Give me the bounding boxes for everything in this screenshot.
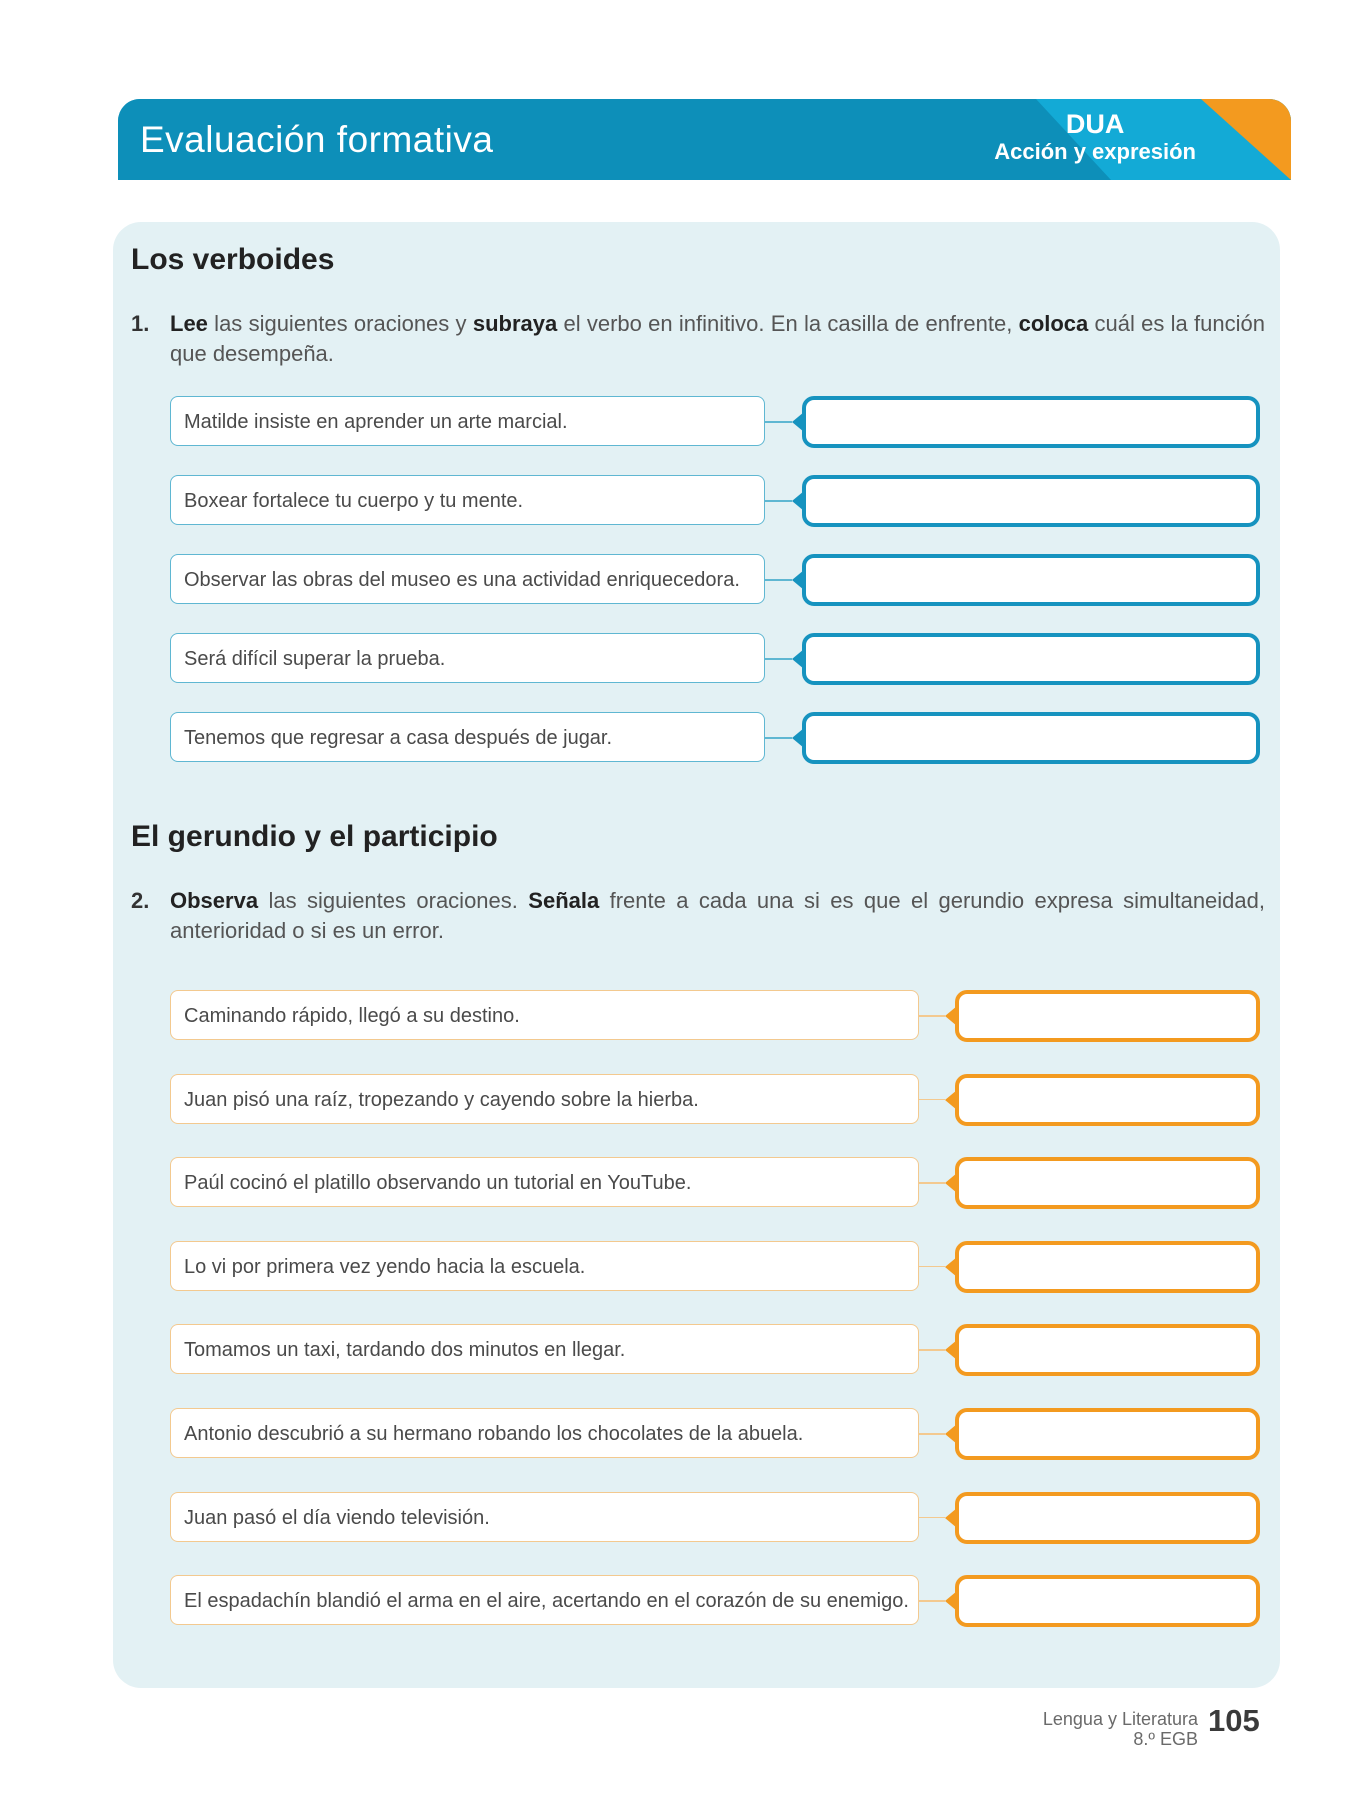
footer-book-info bbox=[1043, 1709, 1198, 1749]
sentence-box: El espadachín blandió el arma en el aire, acertando en el corazón de su enemigo. bbox=[170, 1575, 919, 1625]
instruction-run: el verbo en infinitivo. En la casilla de enfrente, bbox=[557, 311, 1019, 336]
sentence-box: Boxear fortalece tu cuerpo y tu mente. bbox=[170, 475, 765, 525]
exercise-row bbox=[170, 396, 1260, 448]
answer-box[interactable] bbox=[955, 1074, 1260, 1126]
connector-line bbox=[919, 1433, 945, 1435]
page-number: 105 bbox=[1208, 1703, 1260, 1738]
answer-box[interactable] bbox=[802, 712, 1260, 764]
sentence-box: Matilde insiste en aprender un arte marcial. bbox=[170, 396, 765, 446]
sentence-box: Lo vi por primera vez yendo hacia la escuela. bbox=[170, 1241, 919, 1291]
instruction-1 bbox=[131, 309, 1265, 369]
connector-line bbox=[919, 1266, 945, 1268]
answer-box[interactable] bbox=[802, 396, 1260, 448]
sentence-box: Observar las obras del museo es una actividad enriquecedora. bbox=[170, 554, 765, 604]
sentence-box: Tenemos que regresar a casa después de jugar. bbox=[170, 712, 765, 762]
exercise-row bbox=[170, 1324, 1260, 1376]
exercise-row bbox=[170, 1575, 1260, 1627]
instruction-keyword: Observa bbox=[170, 888, 259, 913]
connector-line bbox=[765, 737, 792, 739]
connector-line bbox=[919, 1015, 945, 1017]
sentence-box: Antonio descubrió a su hermano robando los chocolates de la abuela. bbox=[170, 1408, 919, 1458]
sentence-box: Caminando rápido, llegó a su destino. bbox=[170, 990, 919, 1040]
page-title: Evaluación formativa bbox=[140, 119, 494, 160]
answer-box[interactable] bbox=[802, 475, 1260, 527]
connector-line bbox=[765, 658, 792, 660]
answer-box[interactable] bbox=[955, 990, 1260, 1042]
sentence-box: Tomamos un taxi, tardando dos minutos en llegar. bbox=[170, 1324, 919, 1374]
exercise-row bbox=[170, 990, 1260, 1042]
instruction-number: 1. bbox=[131, 311, 150, 336]
sentence-box: Paúl cocinó el platillo observando un tutorial en YouTube. bbox=[170, 1157, 919, 1207]
connector-line bbox=[919, 1182, 945, 1184]
answer-box[interactable] bbox=[955, 1157, 1260, 1209]
dua-label: Acción y expresión bbox=[994, 139, 1196, 164]
instruction-text bbox=[170, 886, 1265, 946]
instruction-run: las siguientes oraciones. bbox=[258, 888, 529, 913]
instruction-keyword: Señala bbox=[528, 888, 600, 913]
exercise-row bbox=[170, 475, 1260, 527]
footer-subject: Lengua y Literatura bbox=[1042, 1709, 1198, 1729]
instruction-keyword: Lee bbox=[170, 311, 208, 336]
connector-line bbox=[919, 1099, 945, 1101]
header-banner bbox=[118, 99, 1291, 180]
instruction-run: frente a cada una si es que el gerundio expresa simultaneidad, anterioridad o si es un error. bbox=[170, 888, 1265, 943]
instruction-number: 2. bbox=[131, 888, 150, 913]
connector-line bbox=[765, 500, 792, 502]
exercise-row bbox=[170, 1157, 1260, 1209]
connector-line bbox=[919, 1517, 945, 1519]
instruction-run: las siguientes oraciones y bbox=[207, 311, 473, 336]
exercise-row bbox=[170, 1492, 1260, 1544]
sentence-box: Será difícil superar la prueba. bbox=[170, 633, 765, 683]
instruction-keyword: coloca bbox=[1018, 311, 1089, 336]
exercise-row bbox=[170, 1241, 1260, 1293]
exercise-row bbox=[170, 1408, 1260, 1460]
answer-box[interactable] bbox=[802, 554, 1260, 606]
sentence-box: Juan pisó una raíz, tropezando y cayendo sobre la hierba. bbox=[170, 1074, 919, 1124]
answer-box[interactable] bbox=[955, 1408, 1260, 1460]
exercise-row bbox=[170, 1074, 1260, 1126]
instruction-2 bbox=[131, 886, 1265, 946]
instruction-keyword: subraya bbox=[472, 311, 558, 336]
dua-code: DUA bbox=[1065, 109, 1125, 139]
answer-box[interactable] bbox=[955, 1575, 1260, 1627]
instruction-run: cuál es la función que desempeña. bbox=[170, 311, 1266, 366]
section-title-verboides: Los verboides bbox=[131, 243, 335, 276]
connector-line bbox=[919, 1600, 945, 1602]
instruction-text bbox=[170, 309, 1265, 369]
connector-line bbox=[919, 1349, 945, 1351]
answer-box[interactable] bbox=[955, 1324, 1260, 1376]
exercise-row bbox=[170, 554, 1260, 606]
dua-badge bbox=[994, 109, 1196, 165]
connector-line bbox=[765, 579, 792, 581]
answer-box[interactable] bbox=[802, 633, 1260, 685]
exercise-row bbox=[170, 633, 1260, 685]
connector-line bbox=[765, 421, 792, 423]
sentence-box: Juan pasó el día viendo televisión. bbox=[170, 1492, 919, 1542]
exercise-row bbox=[170, 712, 1260, 764]
answer-box[interactable] bbox=[955, 1492, 1260, 1544]
answer-box[interactable] bbox=[955, 1241, 1260, 1293]
footer-grade: 8.º EGB bbox=[1133, 1729, 1198, 1749]
section-title-gerundio: El gerundio y el participio bbox=[131, 820, 498, 853]
